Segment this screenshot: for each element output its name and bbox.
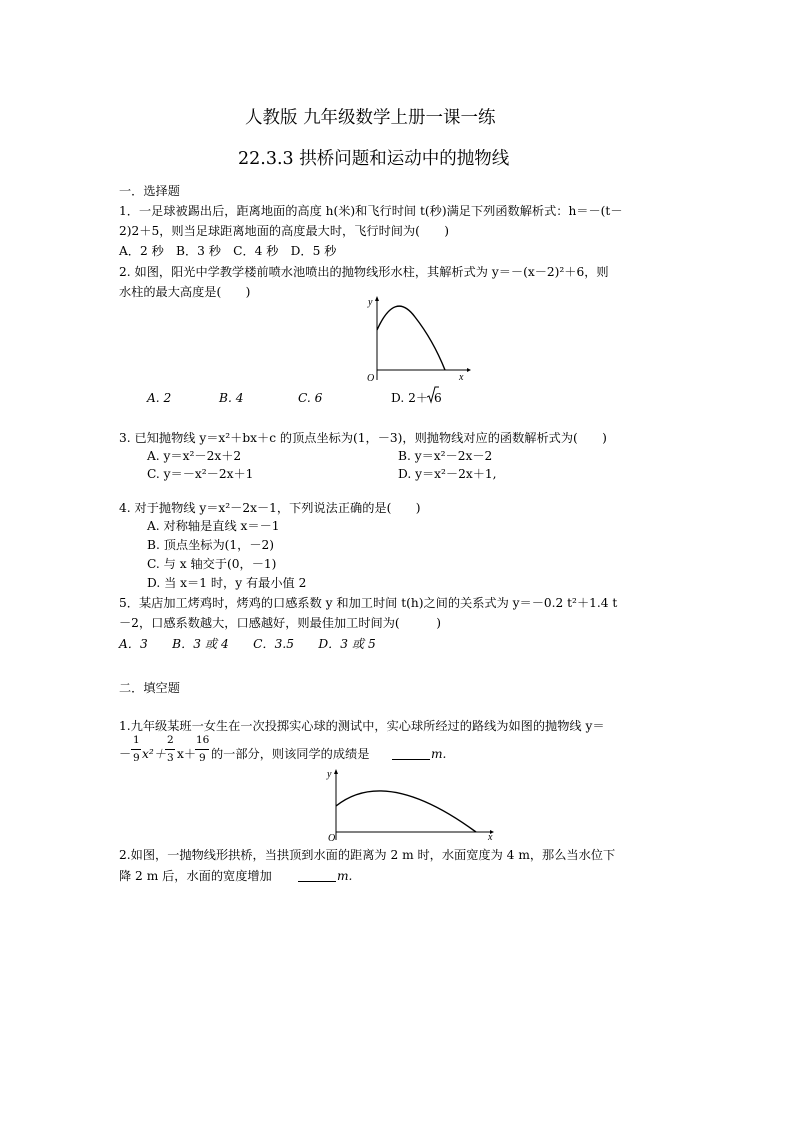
q5-options: A．3 B．3 或 4 C．3.5 D．3 或 5	[119, 637, 376, 651]
q4-option-b: B. 顶点坐标为(1，－2)	[147, 538, 275, 552]
q5-line1: 5．某店加工烤鸡时，烤鸡的口感系数 y 和加工时间 t(h)之间的关系式为 y＝－0.2 t²＋1.4 t	[119, 596, 618, 610]
page-subtitle: 22.3.3 拱桥问题和运动中的抛物线	[238, 149, 510, 169]
fill-q2-unit: m.	[337, 869, 353, 883]
q4-option-d: D. 当 x＝1 时，y 有最小值 2	[147, 576, 307, 590]
section2-heading: 二．填空题	[119, 681, 180, 695]
q3-option-a: A. y＝x²－2x＋2	[147, 449, 242, 463]
fill-q1-line1: 1.九年级某班一女生在一次投掷实心球的测试中，实心球所经过的路线为如图的抛物线 y＝	[119, 719, 605, 733]
fill-q2-answer-blank[interactable]	[298, 868, 336, 884]
fill-q1-answer-blank[interactable]	[392, 746, 430, 762]
q2-fountain-graph	[355, 292, 475, 387]
q3-option-b: B. y＝x²－2x－2	[398, 449, 493, 463]
fraction2-bar	[165, 749, 175, 750]
q2-fig-y-label: y	[368, 297, 373, 308]
q2-option-d: D. 2＋	[391, 391, 429, 405]
fill-q1-neg-sign: －	[119, 747, 132, 761]
fill-q1-fig-origin-label: O	[328, 833, 336, 842]
q2-fig-x-label: x	[459, 372, 464, 383]
q2-option-c: C. 6	[298, 391, 323, 405]
fraction1-numerator: 1	[133, 734, 140, 746]
q4-option-a: A. 对称轴是直线 x＝－1	[147, 519, 280, 533]
q4-option-c: C. 与 x 轴交于(0，－1)	[147, 557, 277, 571]
fill-q2-line2: 降 2 m 后，水面的宽度增加	[119, 869, 272, 883]
fraction3-denominator: 9	[199, 752, 206, 764]
fill-q1-unit: m.	[431, 747, 447, 761]
q3-option-c: C. y＝－x²－2x＋1	[147, 467, 254, 481]
fill-q1-mid2: x＋	[177, 747, 197, 761]
fraction3-bar	[195, 749, 209, 750]
q3-option-d: D. y＝x²－2x＋1,	[398, 467, 497, 481]
fill-q1-fig-x-label: x	[488, 832, 493, 842]
page-title: 人教版 九年级数学上册一课一练	[245, 108, 496, 128]
q2-line2: 水柱的最大高度是( )	[119, 285, 251, 299]
q2-option-d-radicand: 6	[434, 391, 442, 405]
q1-line1: 1．一足球被踢出后，距离地面的高度 h(米)和飞行时间 t(秒)满足下列函数解析式：h＝－(t－	[119, 204, 623, 218]
q1-line2: 2)2＋5，则当足球距离地面的高度最大时，飞行时间为( )	[119, 224, 450, 238]
fill-q2-line1: 2.如图，一抛物线形拱桥，当拱顶到水面的距离为 2 m 时，水面宽度为 4 m，那么当水位下	[119, 848, 616, 862]
q2-option-b: B. 4	[219, 391, 244, 405]
fill-q1-mid1: x²＋	[142, 747, 166, 761]
q5-line2: －2，口感系数越大，口感越好，则最佳加工时间为( )	[119, 616, 441, 630]
fraction1-denominator: 9	[133, 752, 140, 764]
q3-line1: 3. 已知抛物线 y＝x²＋bx＋c 的顶点坐标为(1，－3)，则抛物线对应的函数解析式为( )	[119, 431, 607, 445]
fraction2-denominator: 3	[167, 752, 174, 764]
fraction3-numerator: 16	[196, 734, 210, 746]
section1-heading: 一．选择题	[119, 184, 180, 198]
q4-line1: 4. 对于抛物线 y＝x²－2x－1，下列说法正确的是( )	[119, 501, 421, 515]
fill-q1-tail: 的一部分，则该同学的成绩是	[211, 747, 370, 761]
fill-q1-throw-graph	[318, 766, 498, 842]
fraction2-numerator: 2	[167, 734, 174, 746]
q1-options: A．2 秒 B．3 秒 C．4 秒 D．5 秒	[119, 244, 337, 258]
q2-fig-origin-label: O	[367, 373, 375, 384]
fill-q1-fig-y-label: y	[327, 769, 332, 780]
q2-line1: 2. 如图，阳光中学教学楼前喷水池喷出的抛物线形水柱，其解析式为 y＝－(x－2)²＋6，则	[119, 265, 609, 279]
fraction1-bar	[131, 749, 141, 750]
q2-option-a: A. 2	[147, 391, 172, 405]
